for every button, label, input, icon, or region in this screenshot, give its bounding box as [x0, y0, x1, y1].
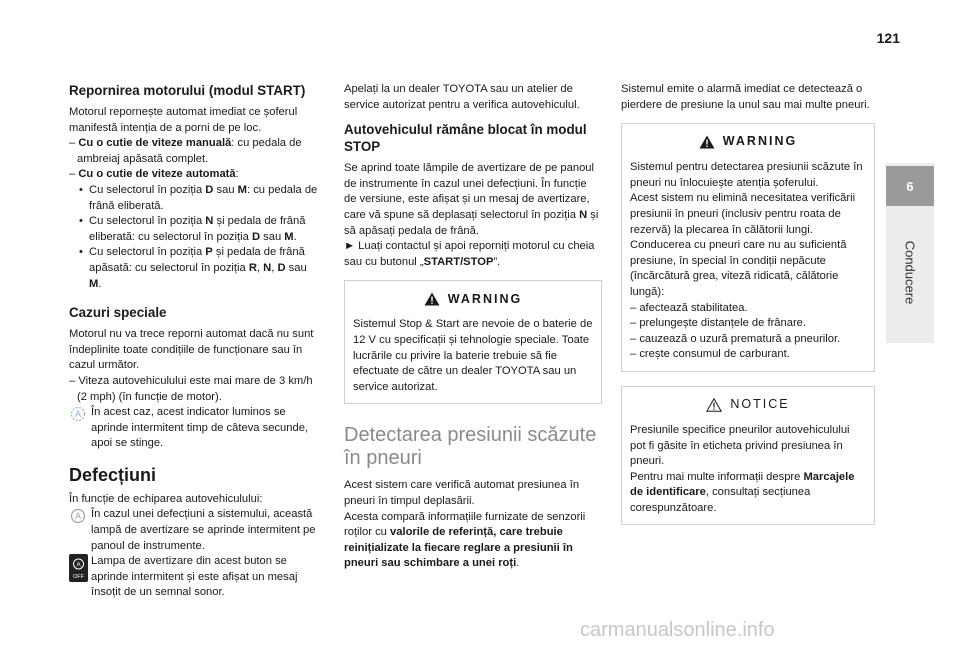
dash: – — [69, 168, 79, 181]
warning-item: – crește consumul de carburant. — [630, 348, 790, 361]
t: ”. — [493, 255, 501, 268]
notice-box — [621, 386, 875, 526]
text-fault-lamp: În cazul unei defecțiuni a sistemului, această lampă de avertizare se aprinde intermitent pe panoul de instrumente. — [91, 508, 316, 552]
t: sau — [285, 261, 307, 274]
bullet-2 — [69, 214, 321, 245]
fault-lamp-line — [69, 507, 321, 554]
text-restart: Motorul repornește automat imediat ce șoferul manifestă intenția de a porni de pe loc. — [69, 106, 298, 134]
t: START/STOP — [423, 255, 494, 268]
t: R — [248, 261, 257, 274]
text-dealer: Apelați la un dealer TOYOTA sau un atelier de service autorizat pentru a verifica autovehiculul. — [344, 83, 580, 111]
text-alarm: Sistemul emite o alarmă imediat ce detectează o pierdere de presiune la unul sau mai multe pneuri. — [621, 83, 870, 111]
warning-p1: Sistemul pentru detectarea presiunii scăzute în pneuri nu înlocuiește atenția șoferului. — [630, 161, 863, 189]
warning-title: WARNING — [722, 134, 798, 149]
t: M — [237, 183, 247, 196]
text-speed: – Viteza autovehiculului este mai mare de 3 km/h (2 mph) (în funcție de motor). — [69, 374, 313, 403]
warning-item: – afectează stabilitatea. — [630, 301, 748, 314]
warning-header — [353, 281, 593, 317]
column-2 — [344, 82, 602, 572]
t: sau — [260, 230, 285, 243]
notice-title: NOTICE — [730, 397, 790, 412]
warning-box-battery — [344, 280, 602, 404]
chapter-number: 6 — [886, 166, 934, 206]
notice-p2 — [630, 470, 866, 517]
indicator-line — [69, 405, 321, 452]
text-tpms1: Acest sistem care verifică automat presiunea în pneuri în timpul deplasării. — [344, 479, 580, 507]
warning-p3: Conducerea cu pneuri care nu au suficientă presiune, în special în condiții nepăcute (încărcătură grea, viteză ridicată, călătorie lungă): — [630, 239, 847, 298]
warning-triangle-icon — [699, 135, 715, 149]
t: și să apăsați pedala de frână. — [344, 208, 599, 237]
heading-special: Cazuri speciale — [69, 305, 167, 321]
t: P — [205, 246, 213, 259]
warning-box-tpms — [621, 123, 875, 372]
t: M — [284, 230, 294, 243]
warning-triangle-icon — [424, 292, 440, 306]
text-off-lamp: Lampa de avertizare din acest buton se aprinde intermitent și este afișat un mesaj însoțit de un semnal sonor. — [91, 555, 298, 599]
warning-item: – prelungește distanțele de frânare. — [630, 317, 807, 330]
svg-text:A: A — [76, 561, 81, 569]
text-blocked — [344, 161, 602, 239]
t: D — [205, 183, 214, 196]
item-manual — [69, 136, 321, 167]
manual-rest: : cu pedala de ambreiaj apăsată complet. — [77, 137, 302, 165]
t: și pedala de frână eliberată: cu selectorul în poziția — [89, 215, 306, 243]
t: valorile de referință, care trebuie reinițializate la fiecare reglare a presiunii în pneuri sau schimbare a unei roți — [344, 526, 573, 570]
t: Cu selectorul în poziția — [89, 183, 206, 196]
t: : cu pedala de frână eliberată. — [89, 183, 318, 212]
stop-start-off-button-icon — [69, 554, 88, 582]
t: Pentru mai multe informații despre — [630, 470, 804, 483]
page-number: 121 — [876, 30, 900, 46]
item-auto — [69, 167, 321, 183]
t: . — [516, 557, 520, 570]
heading-blocked: Autovehiculul rămâne blocat în modul STOP — [344, 122, 587, 155]
svg-text:A: A — [74, 409, 82, 420]
t: ► Luați contactul și apoi reporniți motorul cu cheia sau cu butonul „ — [344, 240, 595, 268]
warning-p2: Acest sistem nu elimină necesitatea verificării presiunii în pneuri (inclusiv pentru roata de rezervă) la plecarea în călătorii lungi. — [630, 192, 856, 236]
heading-faults: Defecțiuni — [69, 464, 157, 485]
watermark: carmanualsonline.info — [580, 619, 775, 641]
bullet-1 — [69, 183, 321, 214]
off-button-line — [69, 554, 321, 601]
t: Cu selectorul în poziția — [89, 215, 206, 228]
chapter-label-wrap — [885, 232, 935, 312]
t: M — [89, 277, 99, 290]
warning-header — [630, 124, 866, 160]
chapter-label: Conducere — [902, 240, 918, 304]
t: . — [98, 277, 102, 290]
t: Cu selectorul în poziția — [89, 246, 206, 259]
auto-bold: Cu o cutie de viteze automată — [78, 168, 236, 181]
heading-restart: Repornirea motorului (modul START) — [69, 83, 306, 98]
t: , — [271, 261, 278, 274]
t: . — [293, 230, 297, 243]
warning-text: Sistemul Stop & Start are nevoie de o baterie de 12 V cu specificații și tehnologie speciale. Toate lucrările cu privire la baterie trebuie să fie efectuate de către un dealer TOYOTA sau un service autorizat. — [353, 318, 593, 393]
t: D — [277, 261, 286, 274]
t: N — [205, 215, 214, 228]
t: , — [256, 261, 264, 274]
notice-header — [630, 387, 866, 423]
t: sau — [213, 183, 238, 196]
off-label: OFF — [73, 574, 84, 581]
t: Acesta compară informațiile furnizate de senzorii roților cu — [344, 510, 586, 539]
svg-text:A: A — [74, 511, 82, 522]
notice-triangle-icon — [706, 398, 722, 412]
text-indicator: În acest caz, acest indicator luminos se aprinde intermitent timp de câteva secunde, apoi se stinge. — [91, 406, 309, 450]
auto-rest: : — [235, 168, 239, 181]
text-tpms2 — [344, 510, 602, 572]
t: N — [579, 208, 588, 221]
t: Marcajele de identificare — [630, 470, 855, 499]
stop-start-indicator-icon — [69, 405, 87, 423]
t: , consultați secțiunea corespunzătoare. — [630, 486, 811, 514]
t: D — [251, 230, 261, 243]
column-3 — [621, 82, 875, 531]
warning-item: – cauzează o uzură prematură a pneurilor. — [630, 332, 841, 345]
t: și pedala de frână apăsată: cu selectorul în poziția — [89, 246, 305, 274]
t: N — [263, 261, 272, 274]
column-1 — [69, 82, 321, 601]
dash: – — [69, 137, 79, 150]
text-turnoff — [344, 239, 602, 270]
manual-bold: Cu o cutie de viteze manuală — [78, 137, 232, 150]
notice-p1: Presiunile specifice pneurilor autovehiculului pot fi găsite în eticheta privind presiunea în pneuri. — [630, 423, 850, 468]
stop-start-fault-icon — [69, 507, 87, 525]
t: Se aprind toate lămpile de avertizare de pe panoul de instrumente în cazul unei defecțiuni. În funcție de versiune, este afișat și un mesaj de avertizare, care vă spune să deplasați selectorul în poziția — [344, 162, 595, 221]
heading-tpms: Detectarea presiunii scăzute în pneuri — [344, 424, 597, 470]
text-special: Motorul nu va trece reporni automat dacă nu sunt îndeplinite toate condițiile de funcționare sau în cazul următor. — [69, 328, 314, 372]
text-faults: În funcție de echiparea autovehiculului: — [69, 492, 263, 505]
warning-title: WARNING — [447, 291, 523, 306]
bullet-3 — [69, 245, 321, 292]
